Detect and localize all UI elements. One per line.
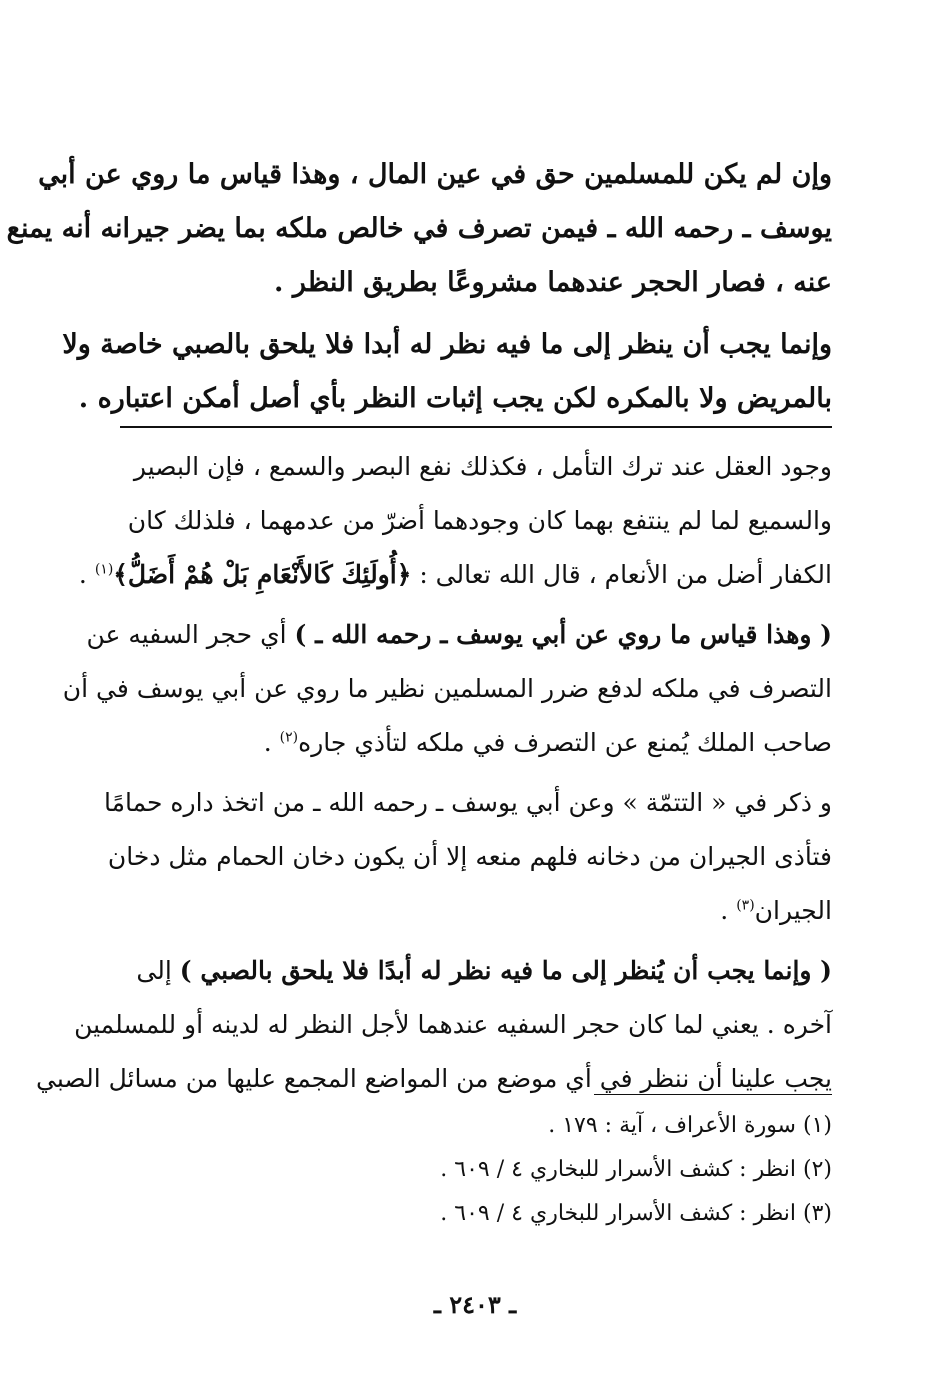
text-line: والسميع لما لم ينتفع بهما كان وجودهما أضرّ من عدمهما ، فلذلك كان: [127, 506, 832, 535]
line-text: صاحب الملك يُمنع عن التصرف في ملكه لتأذي جاره: [298, 728, 832, 757]
matn-text: [6, 148, 832, 426]
text-line: التصرف في ملكه لدفع ضرر المسلمين نظير ما روي عن أبي يوسف في أن: [62, 674, 832, 703]
sharh-paragraph-1: [78, 440, 832, 602]
line-end: .: [720, 896, 737, 925]
text-line: عنه ، فصار الحجر عندهما مشروعًا بطريق النظر .: [274, 267, 832, 298]
line-text: الجيران: [754, 896, 832, 925]
sharh-text: [36, 440, 832, 1106]
footnote-ref-3: (٣): [736, 897, 755, 914]
line-text: إلى: [136, 956, 180, 985]
footnote-ref-2: (٢): [279, 729, 299, 746]
sharh-paragraph-3: [103, 776, 832, 938]
text-line: وإن لم يكن للمسلمين حق في عين المال ، وهذا قياس ما روي عن أبي: [38, 159, 832, 190]
footnotes: [120, 1104, 832, 1236]
sharh-paragraph-4: [36, 944, 832, 1106]
text-line: وجود العقل عند ترك التأمل ، فكذلك نفع البصر والسمع ، فإن البصير: [133, 452, 832, 481]
footnote-separator-rule: [594, 1094, 832, 1095]
text-line: و ذكر في « التتمّة » وعن أبي يوسف ـ رحمه الله ـ من اتخذ داره حمامًا: [103, 788, 832, 817]
text-line: وإنما يجب أن ينظر إلى ما فيه نظر له أبدا فلا يلحق بالصبي خاصة ولا: [62, 329, 832, 360]
text-line: يوسف ـ رحمه الله ـ فيمن تصرف في خالص ملكه بما يضر جيرانه أنه يمنع: [6, 213, 832, 244]
text-line: فتأذى الجيران من دخانه فلهم منعه إلا أن يكون دخان الحمام مثل دخان: [107, 842, 832, 871]
text-line: [120, 884, 832, 938]
sharh-paragraph-2: [62, 608, 832, 770]
matn-separator-rule: [120, 426, 832, 428]
page-number: ـ ٢٤٠٣ ـ: [433, 1290, 517, 1319]
text-line: يجب علينا أن ننظر في أي موضع من المواضع المجمع عليها من مسائل الصبي: [36, 1064, 832, 1093]
matn-paragraph-1: [6, 148, 832, 310]
quran-quote: ﴿أُولَئِكَ كَالأَنْعَامِ بَلْ هُمْ أَضَلُّ﴾: [113, 560, 412, 589]
text-line: [120, 944, 832, 998]
text-line: [78, 548, 832, 602]
footnote-item: (١) سورة الأعراف ، آية : ١٧٩ .: [548, 1113, 832, 1138]
footnote-item: (٢) انظر : كشف الأسرار للبخاري ٤ / ٦٠٩ .: [440, 1157, 832, 1182]
matn-quote: ( وهذا قياس ما روي عن أبي يوسف ـ رحمه الله ـ ): [294, 620, 832, 649]
footnote-item: (٣) انظر : كشف الأسرار للبخاري ٤ / ٦٠٩ .: [440, 1201, 832, 1226]
line-end: .: [263, 728, 280, 757]
text-line: [86, 608, 832, 662]
text-line: بالمريض ولا بالمكره لكن يجب إثبات النظر بأي أصل أمكن اعتباره .: [78, 383, 832, 414]
text-line: [120, 716, 832, 770]
footnote-ref-1: (١): [94, 561, 114, 578]
matn-quote: ( وإنما يجب أن يُنظر إلى ما فيه نظر له أبدًا فلا يلحق بالصبي ): [179, 956, 832, 985]
line-text: الكفار أضل من الأنعام ، قال الله تعالى :: [419, 560, 832, 589]
matn-paragraph-2: [62, 318, 832, 426]
text-line: آخره . يعني لما كان حجر السفيه عندهما لأجل النظر له لدينه أو للمسلمين: [74, 1010, 832, 1039]
line-end: .: [78, 560, 95, 589]
line-text: أي حجر السفيه عن: [86, 620, 295, 649]
